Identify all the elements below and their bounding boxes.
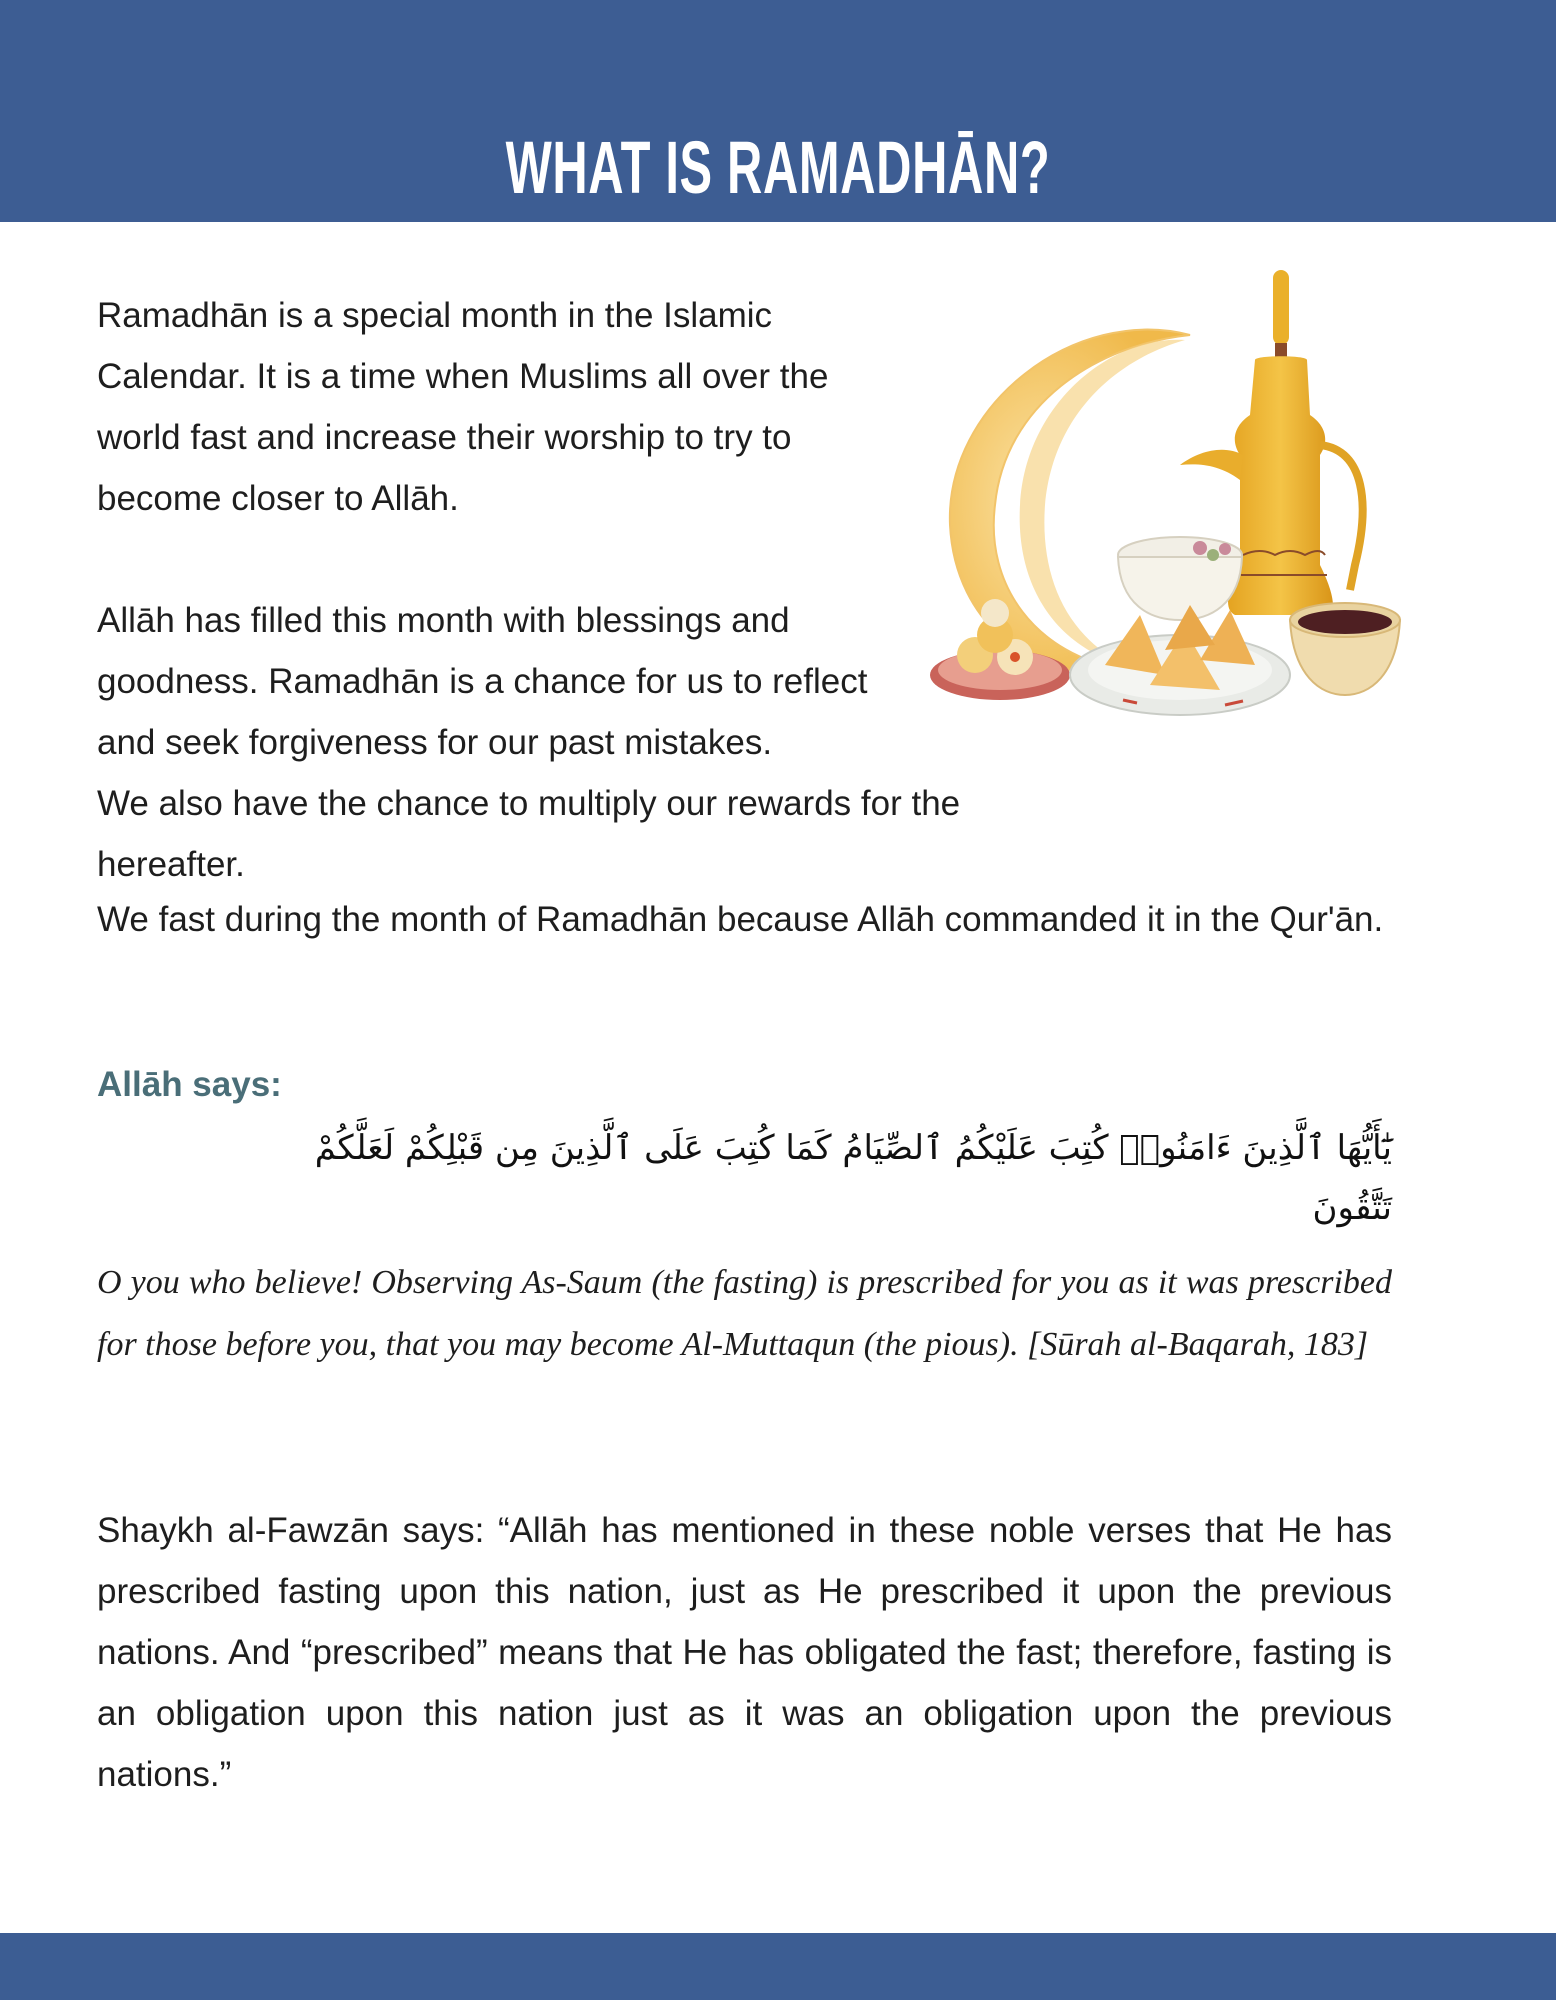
verse-translation: O you who believe! Observing As-Saum (the fasting) is prescribed for you as it was prescribed for those before you, that you may become Al-Muttaqun (the pious). [Sūrah al-Baqarah, 183] (97, 1264, 1392, 1363)
intro-paragraph-2-line-1: Allāh has filled this month with blessings and goodness. Ramadhān is a chance for us to reflect and seek forgiveness for our past mistakes. (97, 601, 868, 762)
footer-band (0, 1933, 1556, 2000)
verse-heading: Allāh says: (97, 1065, 282, 1104)
intro-paragraph-2-line-2: We also have the chance to multiply our rewards for the hereafter. (97, 784, 961, 884)
bowl-icon (1118, 537, 1242, 620)
samosa-plate-icon (1070, 605, 1290, 715)
scholar-quote: Shaykh al-Fawzān says: “Allāh has mentioned in these noble verses that He has prescribed fasting upon this nation, just as He prescribed it upon the previous nations. And “prescribed” means that He has obligated the fast; therefore, fasting is an obligation upon this nation just as it was an obligation upon the previous nations.” (97, 1511, 1392, 1794)
header-band (0, 0, 1556, 222)
ramadan-illustration (925, 265, 1405, 735)
intro-paragraph-2 (97, 590, 1037, 895)
fasting-paragraph: We fast during the month of Ramadhān because Allāh commanded it in the Qur'ān. (97, 900, 1384, 939)
tea-cup-icon (1290, 603, 1400, 695)
intro-paragraph-1: Ramadhān is a special month in the Islamic Calendar. It is a time when Muslims all over the world fast and increase their worship to try to become closer to Allāh. (97, 296, 829, 518)
arabic-verse: يَٰٓأَيُّهَا ٱلَّذِينَ ءَامَنُوا۟ كُتِبَ عَلَيْكُمُ ٱلصِّيَامُ كَمَا كُتِبَ عَلَى ٱلَّذِينَ مِن قَبْلِكُمْ لَعَلَّكُمْ تَتَّقُونَ (314, 1128, 1392, 1228)
page-title: WHAT IS RAMADHĀN? (505, 126, 1051, 209)
